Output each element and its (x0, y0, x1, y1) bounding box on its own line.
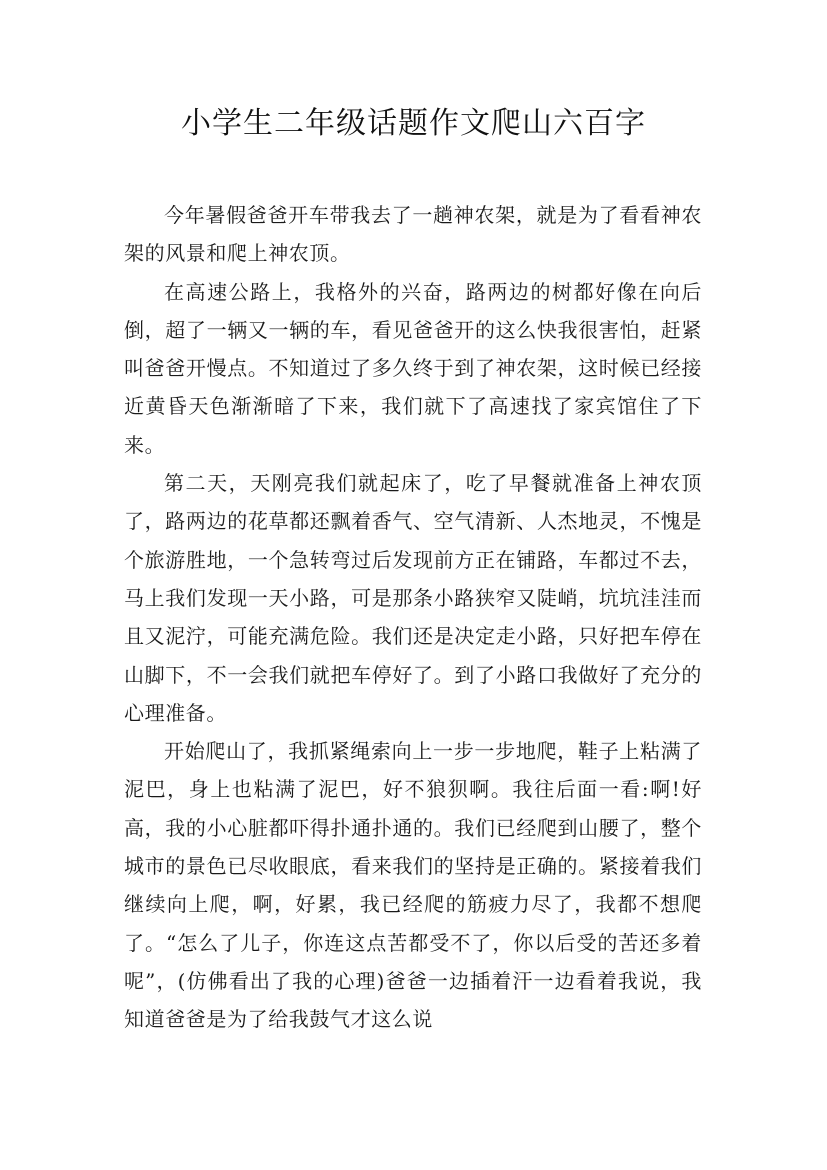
paragraph-3: 第二天，天刚亮我们就起床了，吃了早餐就准备上神农顶了，路两边的花草都还飘着香气、空气清新、人杰地灵，不愧是个旅游胜地，一个急转弯过后发现前方正在铺路，车都过不去，马上我们发现一天小路，可是那条小路狭窄又陡峭，坑坑洼洼而且又泥泞，可能充满危险。我们还是决定走小路，只好把车停在山脚下，不一会我们就把车停好了。到了小路口我做好了充分的心理准备。 (124, 471, 702, 725)
document-body (124, 196, 702, 1039)
paragraph-4: 开始爬山了，我抓紧绳索向上一步一步地爬，鞋子上粘满了泥巴，身上也粘满了泥巴，好不狼狈啊。我往后面一看:啊!好高，我的小心脏都吓得扑通扑通的。我们已经爬到山腰了，整个城市的景色已尽收眼底，看来我们的坚持是正确的。紧接着我们继续向上爬，啊，好累，我已经爬的筋疲力尽了，我都不想爬了。“怎么了儿子，你连这点苦都受不了，你以后受的苦还多着呢”，(仿佛看出了我的心理)爸爸一边插着汗一边看着我说，我知道爸爸是为了给我鼓气才这么说 (124, 739, 702, 1032)
document-title: 小学生二年级话题作文爬山六百字 (181, 106, 646, 141)
paragraph-1: 今年暑假爸爸开车带我去了一趟神农架，就是为了看看神农架的风景和爬上神农顶。 (124, 203, 702, 266)
paragraph-2: 在高速公路上，我格外的兴奋，路两边的树都好像在向后倒，超了一辆又一辆的车，看见爸爸开的这么快我很害怕，赶紧叫爸爸开慢点。不知道过了多久终于到了神农架，这时候已经接近黄昏天色渐渐暗了下来，我们就下了高速找了家宾馆住了下来。 (124, 279, 702, 457)
